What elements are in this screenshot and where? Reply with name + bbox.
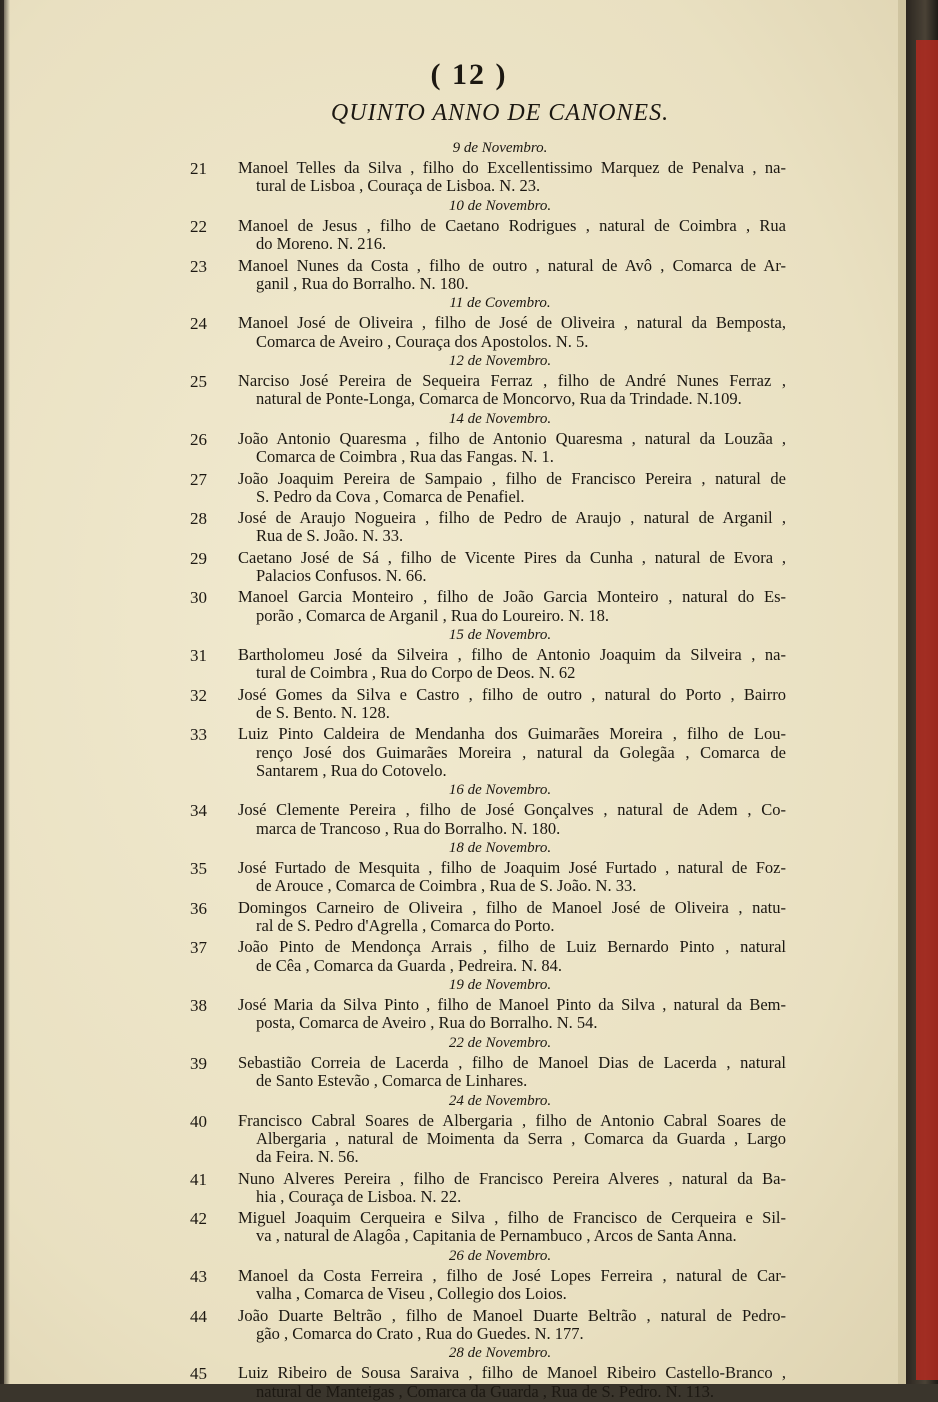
entry-number: 38 <box>190 996 207 1016</box>
entry-number: 29 <box>190 548 207 568</box>
entry-first-line: Manoel de Jesus , filho de Caetano Rodrigues , natural de Coimbra , Rua <box>238 216 786 235</box>
entry-continuation-line: Comarca de Coimbra , Rua das Fangas. N. 1. <box>256 447 554 467</box>
date-heading: 28 de Novembro. <box>448 1345 552 1362</box>
entry-first-line: José Gomes da Silva e Castro , filho de outro , natural do Porto , Bairro <box>238 684 786 704</box>
entry-continuation-line: Comarca de Aveiro , Couraça dos Apostolos. N. 5. <box>256 331 589 351</box>
entry-number: 32 <box>190 685 207 705</box>
date-heading: 10 de Novembro. <box>448 197 552 214</box>
entry-number: 41 <box>190 1169 207 1189</box>
entry-number: 21 <box>190 159 207 179</box>
date-heading: 22 de Novembro. <box>448 1034 552 1051</box>
date-heading: 19 de Novembro. <box>448 977 552 993</box>
page-title: QUINTO ANNO DE CANONES. <box>330 100 670 126</box>
entry-continuation-line: Rua de S. João. N. 33. <box>256 526 404 546</box>
entry-continuation-line: S. Pedro da Cova , Comarca de Penafiel. <box>256 486 525 506</box>
entry-number: 27 <box>190 469 207 489</box>
date-heading: 26 de Novembro. <box>448 1247 552 1264</box>
entry-number: 31 <box>190 646 207 666</box>
entry-continuation-line: porão , Comarca de Arganil , Rua do Loureiro. N. 18. <box>256 605 609 625</box>
date-heading: 24 de Novembro. <box>448 1092 552 1109</box>
entry-continuation-line: ral de S. Pedro d'Agrella , Comarca do Porto. <box>256 916 555 935</box>
entry-number: 39 <box>190 1054 207 1073</box>
entry-first-line: Bartholomeu José da Silveira , filho de Antonio Joaquim da Silveira , na- <box>238 645 786 665</box>
entry-first-line: Luiz Pinto Caldeira de Mendanha dos Guimarães Moreira , filho de Lou- <box>238 724 786 744</box>
entry-number: 22 <box>190 217 207 236</box>
entry-continuation-line: Palacios Confusos. N. 66. <box>256 566 427 585</box>
entry-number: 42 <box>190 1209 207 1229</box>
entry-first-line: Caetano José de Sá , filho de Vicente Pires da Cunha , natural de Evora , <box>238 547 786 567</box>
entry-continuation-line: do Moreno. N. 216. <box>256 234 387 254</box>
entry-number: 44 <box>190 1306 207 1326</box>
entry-number: 34 <box>190 801 207 821</box>
entry-first-line: João Pinto de Mendonça Arrais , filho de Luiz Bernardo Pinto , natural <box>238 937 786 957</box>
entry-first-line: José Clemente Pereira , filho de José Gonçalves , natural de Adem , Co- <box>238 800 786 820</box>
entry-number: 40 <box>190 1111 207 1131</box>
entry-first-line: Domingos Carneiro de Oliveira , filho de Manoel José de Oliveira , natu- <box>238 897 786 917</box>
entry-number: 36 <box>190 898 207 918</box>
page-number: ( 12 ) <box>430 58 508 91</box>
entry-number: 30 <box>190 588 207 608</box>
entry-first-line: José Furtado de Mesquita , filho de Joaquim José Furtado , natural de Foz- <box>238 858 786 878</box>
entry-continuation-line: natural de Ponte-Longa, Comarca de Moncorvo, Rua da Trindade. N.109. <box>256 389 742 409</box>
entry-number: 37 <box>190 938 207 958</box>
entry-first-line: João Duarte Beltrão , filho de Manoel Duarte Beltrão , natural de Pedro- <box>238 1305 786 1325</box>
entry-first-line: Nuno Alveres Pereira , filho de Francisco Pereira Alveres , natural da Ba- <box>238 1168 786 1188</box>
entry-continuation-line: de Santo Estevão , Comarca de Linhares. <box>256 1071 528 1091</box>
entry-number: 28 <box>190 509 207 529</box>
entry-first-line: João Antonio Quaresma , filho de Antonio Quaresma , natural da Louzãa , <box>238 429 786 448</box>
entry-continuation-line: ganil , Rua do Borralho. N. 180. <box>256 273 469 293</box>
entry-continuation-line: marca de Trancoso , Rua do Borralho. N. 180. <box>256 818 561 838</box>
entry-continuation-line: tural de Coimbra , Rua do Corpo de Deos. N. 62 <box>256 663 576 683</box>
date-heading: 14 de Novembro. <box>448 410 552 427</box>
entry-number: 23 <box>190 256 207 276</box>
entry-first-line: Sebastião Correia de Lacerda , filho de Manoel Dias de Lacerda , natural <box>238 1053 786 1072</box>
entry-continuation-line: hia , Couraça de Lisboa. N. 22. <box>256 1186 462 1206</box>
entry-continuation-line: gão , Comarca do Crato , Rua do Guedes. N. 177. <box>256 1323 584 1343</box>
entry-number: 43 <box>190 1267 207 1286</box>
entry-first-line: Manoel Garcia Monteiro , filho de João Garcia Monteiro , natural do Es- <box>238 587 786 607</box>
entry-number: 33 <box>190 725 207 745</box>
entry-first-line: Luiz Ribeiro de Sousa Saraiva , filho de Manoel Ribeiro Castello-Branco , <box>238 1363 786 1383</box>
entry-continuation-line: de Cêa , Comarca da Guarda , Pedreira. N. 84. <box>256 955 563 975</box>
entry-continuation-line: Albergaria , natural de Moimenta da Serra , Comarca da Guarda , Largo <box>256 1129 786 1148</box>
date-heading: 15 de Novembro. <box>448 627 552 643</box>
entry-continuation-line: Santarem , Rua do Cotovelo. <box>256 760 447 780</box>
entry-first-line: José de Araujo Nogueira , filho de Pedro de Araujo , natural de Arganil , <box>238 508 786 528</box>
entry-number: 35 <box>190 859 207 879</box>
entry-first-line: João Joaquim Pereira de Sampaio , filho de Francisco Pereira , natural de <box>238 468 786 488</box>
entry-continuation-line: posta, Comarca de Aveiro , Rua do Borralho. N. 54. <box>256 1013 598 1033</box>
entry-continuation-line: de S. Bento. N. 128. <box>256 703 390 722</box>
entry-continuation-line: da Feira. N. 56. <box>256 1147 359 1167</box>
entry-continuation-line: tural de Lisboa , Couraça de Lisboa. N. 23. <box>256 176 541 196</box>
entry-continuation-line: natural de Manteigas , Comarca da Guarda , Rua de S. Pedro. N. 113. <box>256 1381 715 1401</box>
entry-first-line: Manoel José de Oliveira , filho de José de Oliveira , natural da Bemposta, <box>238 313 786 333</box>
entry-continuation-line: de Arouce , Comarca de Coimbra , Rua de S. João. N. 33. <box>256 876 637 896</box>
entry-continuation-line: valha , Comarca de Viseu , Collegio dos Loios. <box>256 1284 567 1304</box>
entry-first-line: Manoel da Costa Ferreira , filho de José Lopes Ferreira , natural de Car- <box>238 1266 786 1285</box>
entry-first-line: José Maria da Silva Pinto , filho de Manoel Pinto da Silva , natural da Bem- <box>238 995 786 1015</box>
date-heading: 18 de Novembro. <box>448 840 552 856</box>
date-heading: 9 de Novembro. <box>452 140 548 156</box>
date-heading: 16 de Novembro. <box>448 782 552 799</box>
entry-first-line: Francisco Cabral Soares de Albergaria , filho de Antonio Cabral Soares de <box>238 1110 786 1130</box>
entry-first-line: Manoel Nunes da Costa , filho de outro , natural de Avô , Comarca de Ar- <box>238 255 786 275</box>
entry-number: 24 <box>190 314 207 334</box>
entry-number: 25 <box>190 372 207 392</box>
red-binding-strip <box>916 40 938 1380</box>
entry-first-line: Miguel Joaquim Cerqueira e Silva , filho de Francisco de Cerqueira e Sil- <box>238 1208 786 1228</box>
entry-continuation-line: va , natural de Alagôa , Capitania de Pernambuco , Arcos de Santa Anna. <box>256 1226 737 1246</box>
entry-continuation-line: renço José dos Guimarães Moreira , natural da Golegãa , Comarca de <box>256 742 786 762</box>
date-heading: 12 de Novembro. <box>448 353 552 369</box>
entry-first-line: Narciso José Pereira de Sequeira Ferraz , filho de André Nunes Ferraz , <box>238 371 786 391</box>
entry-number: 26 <box>190 430 207 449</box>
entry-number: 45 <box>190 1364 207 1384</box>
date-heading: 11 de Covembro. <box>449 295 551 312</box>
entry-first-line: Manoel Telles da Silva , filho do Excellentissimo Marquez de Penalva , na- <box>238 158 786 178</box>
